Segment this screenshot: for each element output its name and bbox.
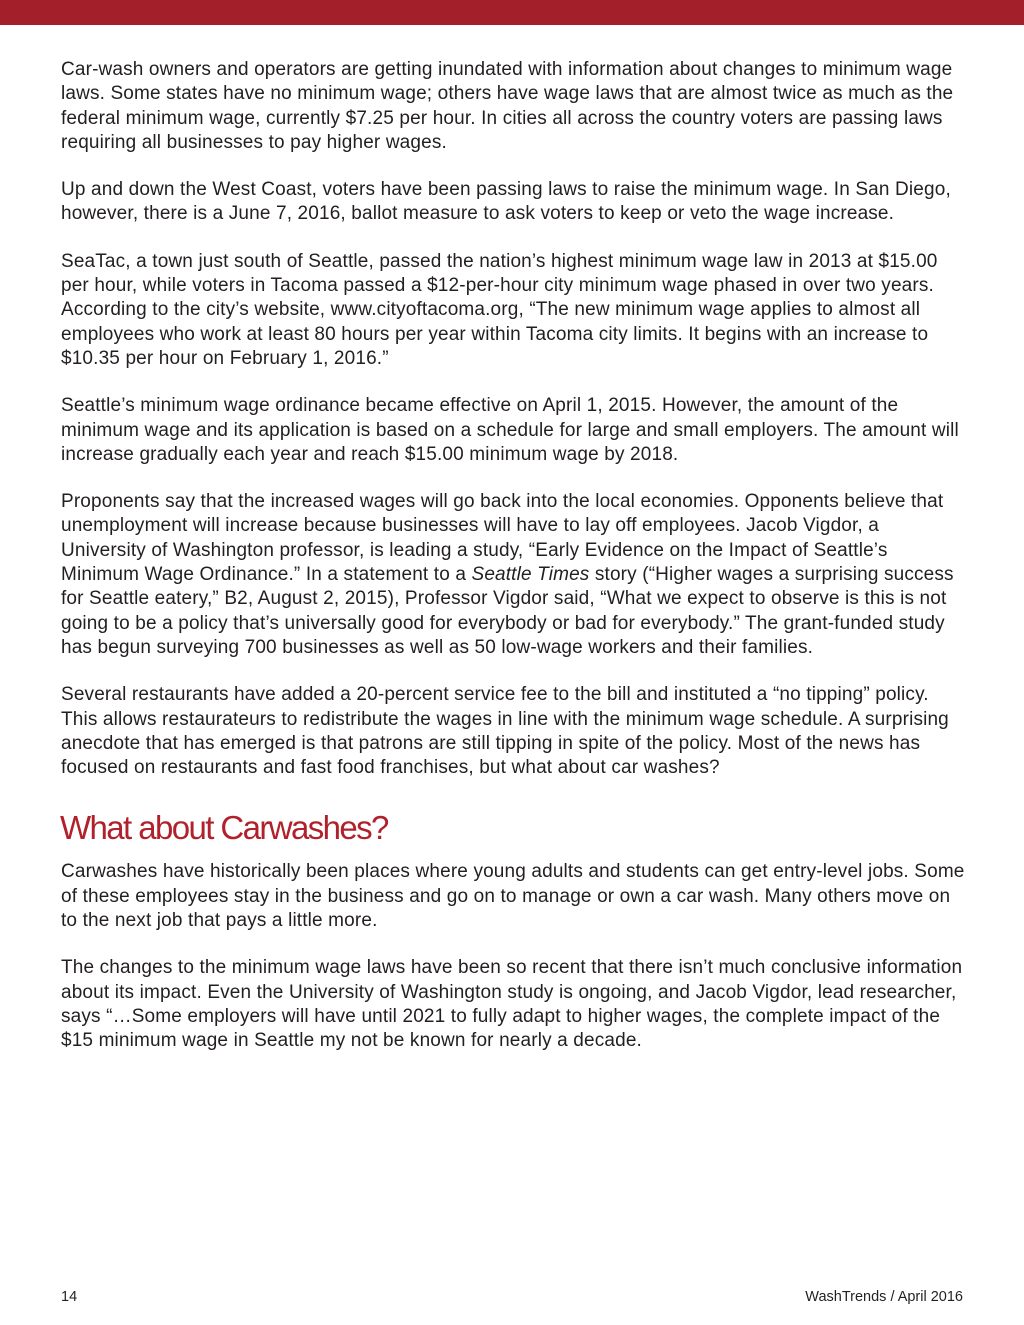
paragraph-1: Car-wash owners and operators are getting inundated with information about changes to minimum wage laws. Some states have no minimum wage; others have wage laws that are almost twice as much as the federal minimum wage, currently $7.25 per hour. In cities all across the country voters are passing laws requiring all businesses to pay higher wages. <box>61 59 954 153</box>
top-accent-bar <box>0 0 1024 25</box>
section-heading: What about Carwashes? <box>60 809 388 847</box>
publication-name: WashTrends / April 2016 <box>805 1289 963 1305</box>
section-paragraph-2: The changes to the minimum wage laws have been so recent that there isn’t much conclusive information about its impact. Even the University of Washington study is ongoing, and Jacob Vigdor, lead researcher, says “…Some employers will have until 2021 to fully adapt to higher wages, the complete impact of the $15 minimum wage in Seattle my not be known for nearly a decade. <box>61 957 963 1052</box>
article-body <box>61 58 966 1077</box>
paragraph-2: Up and down the West Coast, voters have been passing laws to raise the minimum wage. In San Diego, however, there is a June 7, 2016, ballot measure to ask voters to keep or veto the wage increase. <box>61 179 951 225</box>
section-paragraph-1: Carwashes have historically been places where young adults and students can get entry-level jobs. Some of these employees stay in the business and go on to manage or own a car wash. Many others move on to the next job that pays a little more. <box>61 861 965 932</box>
paragraph-5 <box>61 490 966 660</box>
paragraph-6: Several restaurants have added a 20-percent service fee to the bill and instituted a “no tipping” policy. This allows restaurateurs to redistribute the wages in line with the minimum wage schedule. A surprising anecdote that has emerged is that patrons are still tipping in spite of the policy. Most of the news has focused on restaurants and fast food franchises, but what about car washes? <box>61 684 949 779</box>
paragraph-3: SeaTac, a town just south of Seattle, passed the nation’s highest minimum wage law in 2013 at $15.00 per hour, while voters in Tacoma passed a $12-per-hour city minimum wage phased in over two years. According to the city’s website, www.cityoftacoma.org, “The new minimum wage applies to almost all employees who work at least 80 hours per year within Tacoma city limits. It begins with an increase to $10.35 per hour on February 1, 2016.” <box>61 250 938 369</box>
page-number: 14 <box>61 1289 78 1305</box>
paragraph-5-text-start: Proponents say that the increased wages will go back into the local economies. Opponents believe that unemployment will increase because businesses will have to lay off employees. Jacob Vigdor, a University of Washington professor, is leading a study, “Early Evidence on the Impact of Seattle’s Minimum Wage Ordinance.” In a statement to a <box>61 491 944 586</box>
paragraph-4: Seattle’s minimum wage ordinance became effective on April 1, 2015. However, the amount of the minimum wage and its application is based on a schedule for large and small employers. The amount will increase gradually each year and reach $15.00 minimum wage by 2018. <box>61 395 959 465</box>
paragraph-5-text-end: story (“Higher wages a surprising success for Seattle eatery,” B2, August 2, 2015), Professor Vigdor said, “What we expect to observe is this is not going to be a policy that’s universally good for everybody or bad for everybody.” The grant-funded study has begun surveying 700 businesses as well as 50 low-wage workers and their families. <box>61 564 954 658</box>
page-footer <box>61 1287 963 1307</box>
publication-title-italic: Seattle Times <box>471 564 590 586</box>
